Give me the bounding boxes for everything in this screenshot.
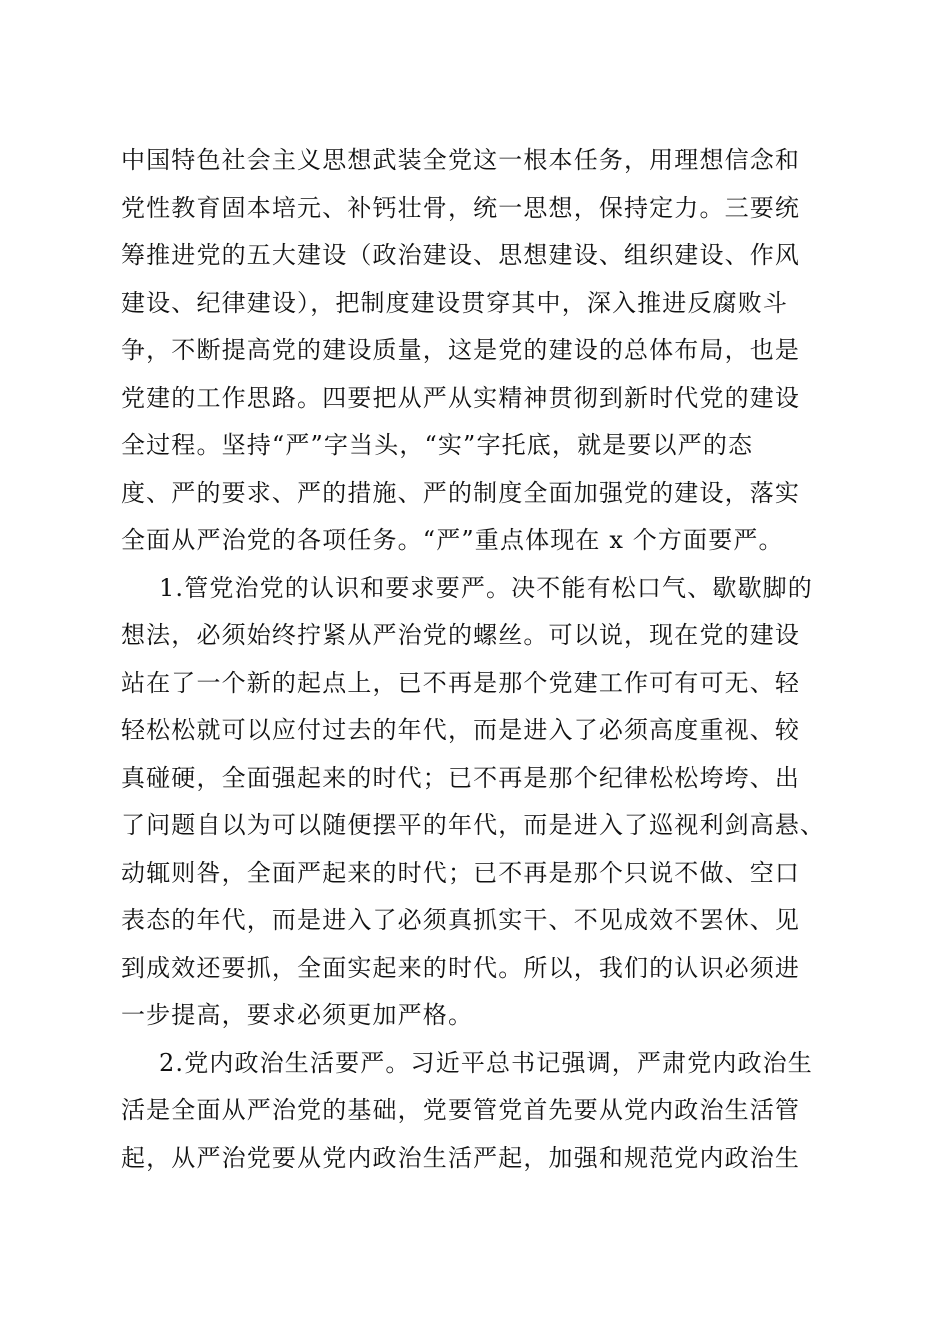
text-line: 轻松松就可以应付过去的年代，而是进入了必须高度重视、较 bbox=[121, 716, 801, 744]
text-line: 表态的年代，而是进入了必须真抓实干、不见成效不罢休、见 bbox=[121, 906, 801, 934]
text-line: 想法，必须始终拧紧从严治党的螺丝。可以说，现在党的建设 bbox=[121, 621, 801, 649]
text-line: 活是全面从严治党的基础，党要管党首先要从党内政治生活管 bbox=[121, 1096, 801, 1124]
text-line: 起，从严治党要从党内政治生活严起，加强和规范党内政治生 bbox=[121, 1143, 801, 1172]
text-line: 党性教育固本培元、补钙壮骨，统一思想，保持定力。三要统 bbox=[121, 193, 801, 222]
text-line: 筹推进党的五大建设（政治建设、思想建设、组织建设、作风 bbox=[121, 241, 801, 269]
document-body bbox=[121, 137, 841, 1182]
text-line: 全过程。坚持“严”字当头，“实”字托底，就是要以严的态 bbox=[121, 431, 754, 459]
text-line: 争，不断提高党的建设质量，这是党的建设的总体布局，也是 bbox=[121, 336, 801, 364]
text-line: 真碰硬，全面强起来的时代；已不再是那个纪律松松垮垮、出 bbox=[121, 763, 801, 792]
text-line: 度、严的要求、严的措施、严的制度全面加强党的建设，落实 bbox=[121, 478, 801, 507]
text-line: 一步提高，要求必须更加严格。 bbox=[121, 1001, 474, 1029]
text-line: 全面从严治党的各项任务。“严”重点体现在 x 个方面要严。 bbox=[121, 526, 784, 554]
paragraph-1-heading-line: 1.管党治党的认识和要求要严。决不能有松口气、歇歇脚的 bbox=[159, 573, 813, 602]
text-line: 站在了一个新的起点上，已不再是那个党建工作可有可无、轻 bbox=[121, 668, 801, 697]
text-line: 到成效还要抓，全面实起来的时代。所以，我们的认识必须进 bbox=[121, 953, 801, 982]
paragraph-2-heading-line: 2.党内政治生活要严。习近平总书记强调，严肃党内政治生 bbox=[159, 1048, 813, 1077]
text-line: 建设、纪律建设），把制度建设贯穿其中，深入推进反腐败斗 bbox=[121, 288, 789, 317]
text-line: 动辄则咎，全面严起来的时代；已不再是那个只说不做、空口 bbox=[121, 858, 801, 887]
text-line: 中国特色社会主义思想武装全党这一根本任务，用理想信念和 bbox=[121, 146, 801, 174]
text-line: 了问题自以为可以随便摆平的年代，而是进入了巡视利剑高悬、 bbox=[121, 811, 826, 839]
text-line: 党建的工作思路。四要把从严从实精神贯彻到新时代党的建设 bbox=[121, 383, 801, 412]
